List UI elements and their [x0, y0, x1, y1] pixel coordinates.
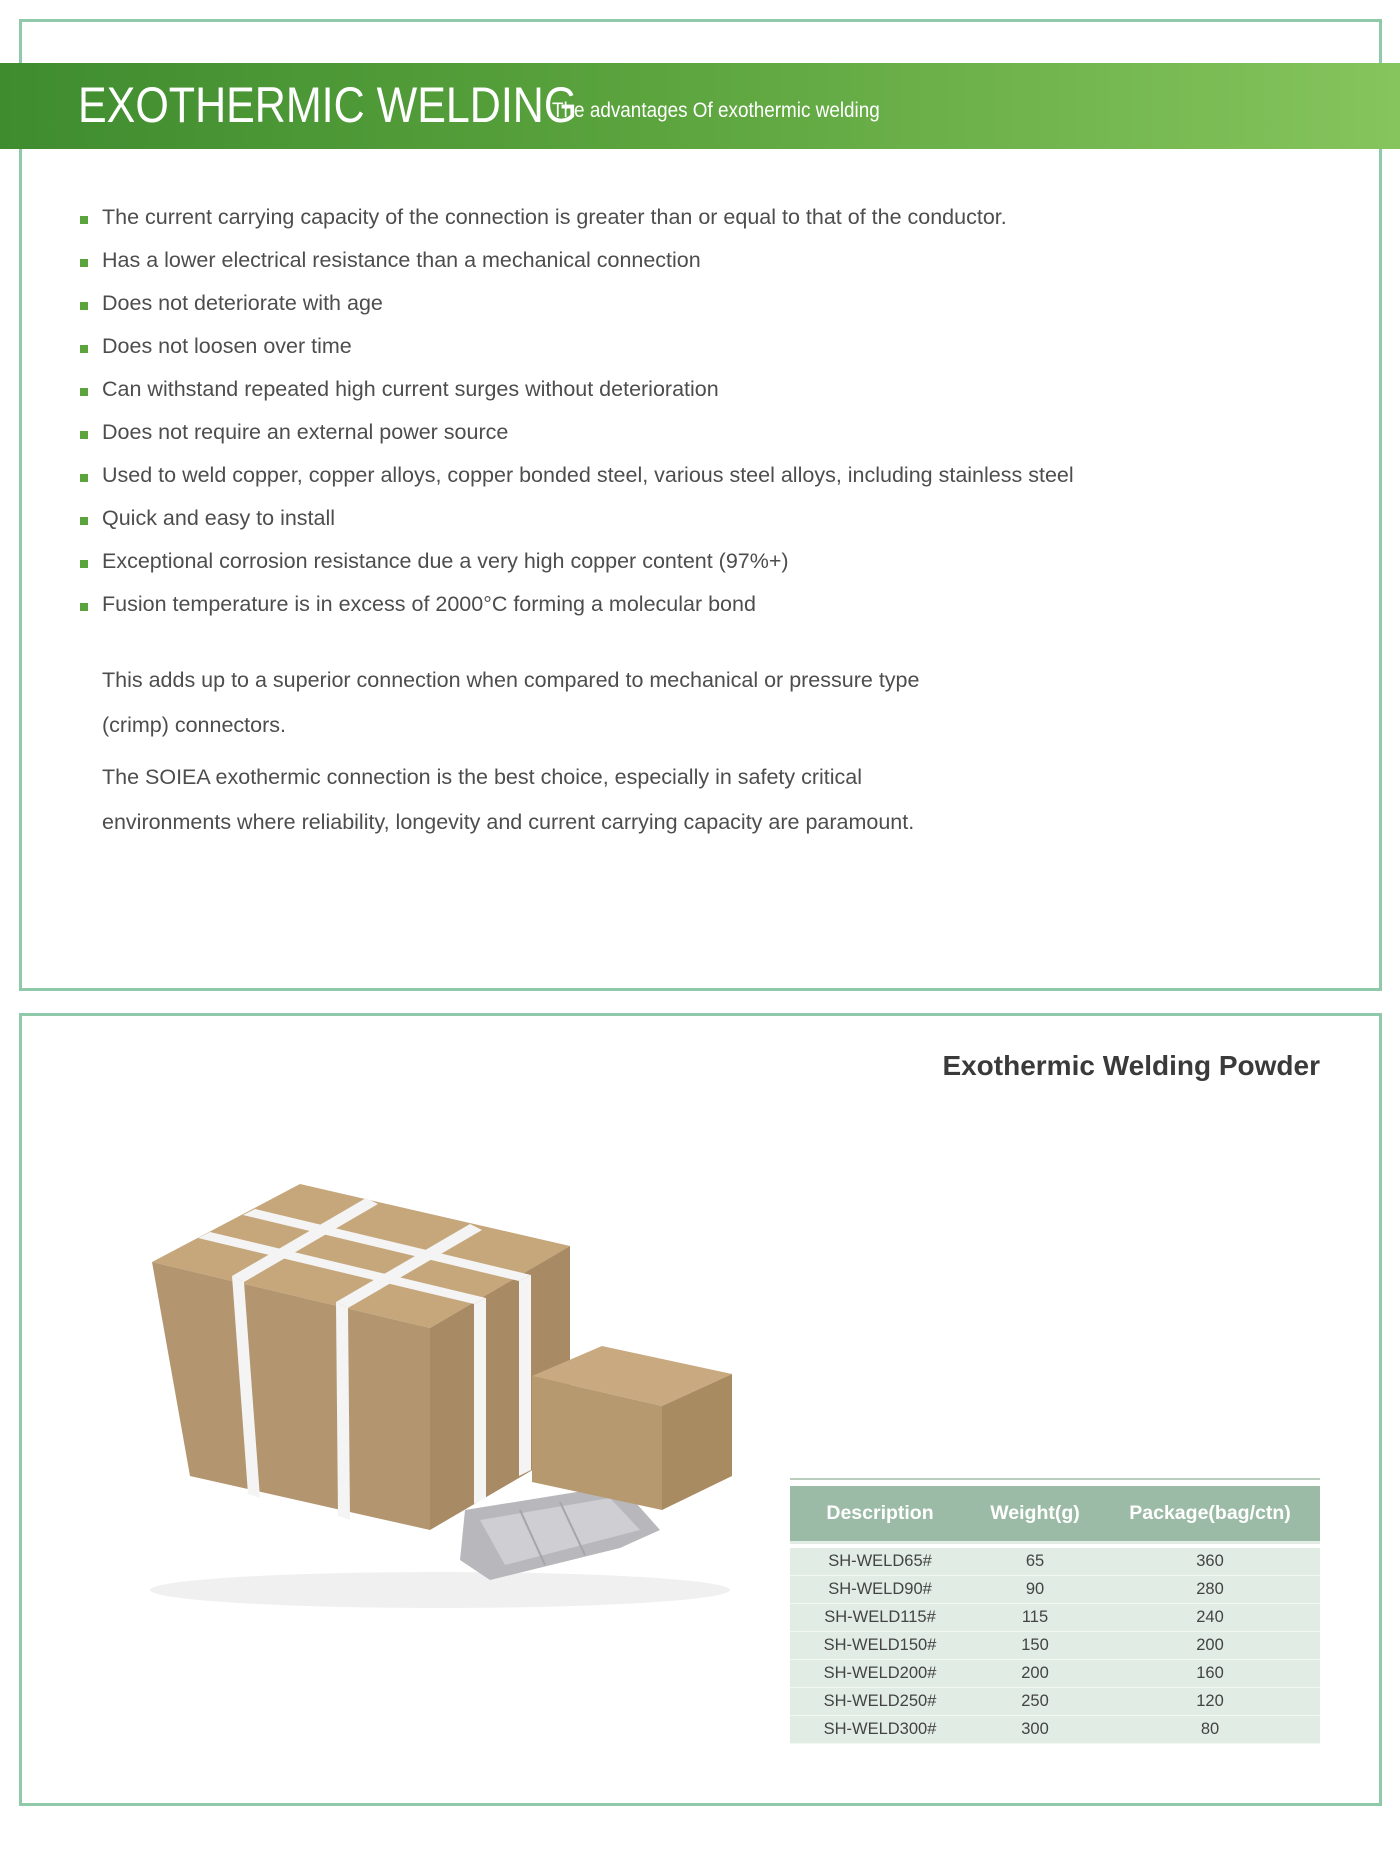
advantages-list	[80, 205, 1074, 635]
bullet-icon	[80, 474, 88, 482]
list-item-text: Does not require an external power source	[102, 420, 509, 444]
list-item-text: Can withstand repeated high current surges without deterioration	[102, 377, 719, 401]
cell-description: SH-WELD115#	[824, 1608, 936, 1626]
cell-description: SH-WELD200#	[823, 1664, 937, 1682]
list-item	[80, 291, 1074, 334]
list-item-text: Quick and easy to install	[102, 506, 336, 530]
list-item	[80, 463, 1074, 506]
bullet-icon	[80, 345, 88, 353]
bullet-icon	[80, 388, 88, 396]
page-subtitle: The advantages Of exothermic welding	[552, 99, 880, 122]
bullet-icon	[80, 216, 88, 224]
list-item-text: Has a lower electrical resistance than a mechanical connection	[102, 248, 701, 272]
summary-paragraph	[102, 658, 962, 748]
summary-line: (crimp) connectors.	[102, 713, 286, 737]
bullet-icon	[80, 603, 88, 611]
bullet-icon	[80, 517, 88, 525]
column-header-package: Package(bag/ctn)	[1129, 1502, 1291, 1524]
cell-description: SH-WELD250#	[823, 1692, 937, 1710]
list-item-text: The current carrying capacity of the connection is greater than or equal to that of the conductor.	[102, 205, 1007, 229]
cell-weight: 115	[1021, 1608, 1049, 1626]
spec-table	[790, 1478, 1320, 1744]
page-title: EXOTHERMIC WELDING	[78, 77, 578, 133]
table-header-row	[790, 1486, 1320, 1544]
bullet-icon	[80, 302, 88, 310]
bullet-icon	[80, 431, 88, 439]
table-row	[790, 1604, 1320, 1632]
list-item	[80, 549, 1074, 592]
table-row	[790, 1632, 1320, 1660]
cell-description: SH-WELD90#	[828, 1580, 932, 1598]
table-row	[790, 1688, 1320, 1716]
conclusion-paragraph	[102, 755, 962, 845]
cell-package: 240	[1196, 1608, 1224, 1626]
bullet-icon	[80, 560, 88, 568]
cell-description: SH-WELD300#	[823, 1720, 937, 1738]
cell-weight: 250	[1021, 1692, 1049, 1710]
cell-description: SH-WELD150#	[823, 1636, 937, 1654]
cardboard-box-icon	[140, 1180, 760, 1620]
table-row	[790, 1576, 1320, 1604]
cell-weight: 300	[1021, 1720, 1049, 1738]
list-item-text: Does not loosen over time	[102, 334, 352, 358]
list-item	[80, 248, 1074, 291]
header-banner	[0, 63, 1400, 149]
list-item	[80, 592, 1074, 635]
conclusion-line: environments where reliability, longevity and current carrying capacity are paramount.	[102, 810, 915, 834]
table-row	[790, 1716, 1320, 1744]
list-item	[80, 420, 1074, 463]
cell-weight: 90	[1025, 1580, 1045, 1598]
list-item	[80, 377, 1074, 420]
list-item-text: Used to weld copper, copper alloys, copper bonded steel, various steel alloys, including stainless steel	[102, 463, 1074, 487]
list-item	[80, 334, 1074, 377]
summary-line: This adds up to a superior connection when compared to mechanical or pressure type	[102, 668, 920, 692]
list-item-text: Exceptional corrosion resistance due a very high copper content (97%+)	[102, 549, 789, 573]
table-row	[790, 1660, 1320, 1688]
conclusion-line: The SOIEA exothermic connection is the best choice, especially in safety critical	[102, 765, 863, 789]
cell-package: 80	[1200, 1720, 1220, 1738]
list-item	[80, 506, 1074, 549]
column-header-description: Description	[826, 1502, 934, 1524]
cell-package: 360	[1196, 1552, 1224, 1570]
cell-package: 280	[1196, 1580, 1224, 1598]
cell-weight: 65	[1025, 1552, 1045, 1570]
cell-package: 120	[1196, 1692, 1224, 1710]
cell-weight: 200	[1021, 1664, 1049, 1682]
list-item-text: Fusion temperature is in excess of 2000°C forming a molecular bond	[102, 592, 756, 616]
product-title: Exothermic Welding Powder	[942, 1050, 1320, 1081]
bullet-icon	[80, 259, 88, 267]
table-body	[790, 1548, 1320, 1744]
table-top-rule	[790, 1478, 1320, 1480]
cell-description: SH-WELD65#	[828, 1552, 932, 1570]
table-row	[790, 1548, 1320, 1576]
list-item	[80, 205, 1074, 248]
cell-package: 160	[1196, 1664, 1224, 1682]
list-item-text: Does not deteriorate with age	[102, 291, 383, 315]
cell-package: 200	[1196, 1636, 1224, 1654]
column-header-weight: Weight(g)	[990, 1502, 1080, 1524]
cell-weight: 150	[1021, 1636, 1049, 1654]
